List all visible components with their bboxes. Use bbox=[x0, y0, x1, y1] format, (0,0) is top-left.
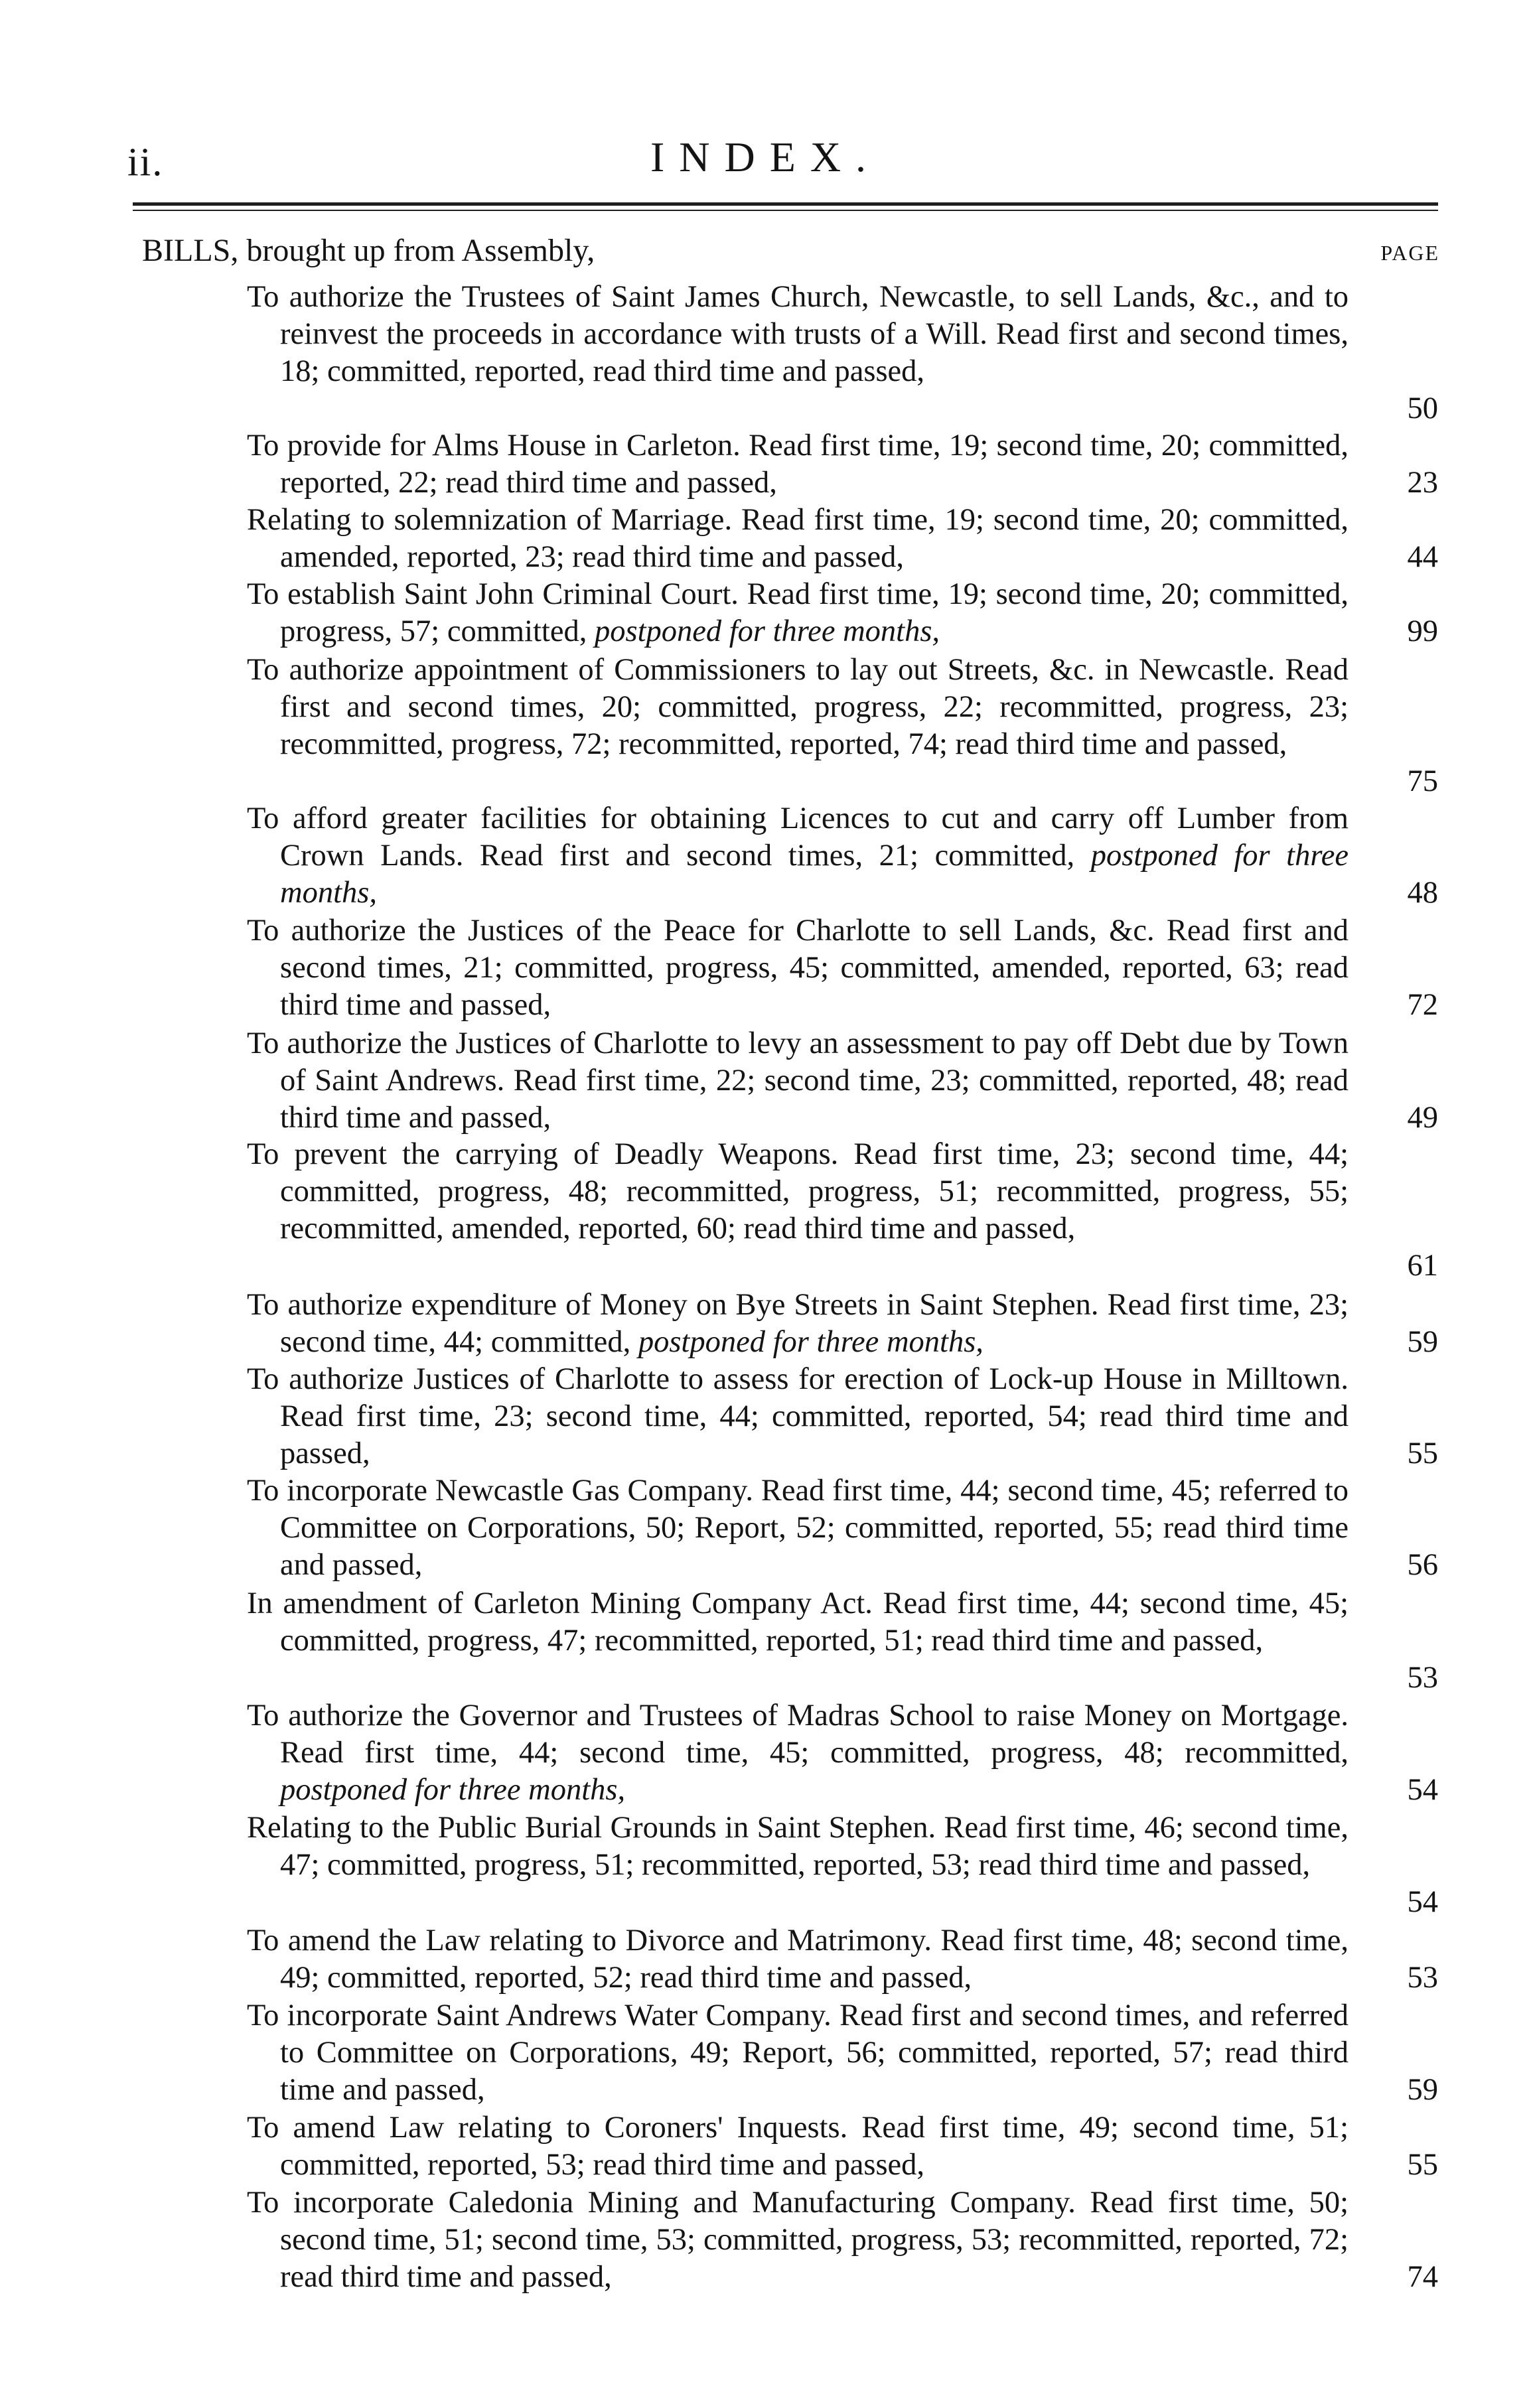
entry-page-number: 55 bbox=[1407, 2148, 1438, 2182]
entry-page-number: 75 bbox=[1407, 764, 1438, 798]
entry-text: To authorize the Justices of Charlotte to levy an assessment to pay off Debt due by Town of Saint Andrews. Read first time, 22; second time, 23; committed, reported, 48; read third time and passed, bbox=[247, 1027, 1349, 1135]
running-head-title: INDEX. bbox=[650, 133, 881, 180]
entry-page-number: 99 bbox=[1407, 614, 1438, 648]
entry-italic-note: postponed for three months, bbox=[594, 614, 940, 648]
entry-page-number: 59 bbox=[1407, 1325, 1438, 1359]
entry-text: To establish Saint John Criminal Court. Read first time, 19; second time, 20; committed, progress, 57; committed, bbox=[247, 577, 1349, 648]
entry-page-number: 61 bbox=[1407, 1249, 1438, 1283]
entry-text: To authorize appointment of Commissioners to lay out Streets, &c. in Newcastle. Read first and second times, 20; committed, progress, 22; recommitted, progress, 23; recommitted, progress, 72; recommitted, reported, 74; read third time and passed, bbox=[247, 653, 1349, 761]
index-entry bbox=[247, 502, 1349, 576]
index-entry bbox=[247, 1287, 1349, 1361]
entry-text: To prevent the carrying of Deadly Weapons. Read first time, 23; second time, 44; committed, progress, 48; recommitted, progress, 51; recommitted, progress, 55; recommitted, amended, reported, 60; read third time and passed, bbox=[247, 1137, 1349, 1245]
section-heading: BILLS, brought up from Assembly, bbox=[142, 233, 595, 268]
entry-text: To incorporate Newcastle Gas Company. Read first time, 44; second time, 45; referred to Committee on Corporations, 50; Report, 52; committed, reported, 55; read third time and passed, bbox=[247, 1474, 1349, 1582]
entry-italic-note: postponed for three months, bbox=[280, 839, 1349, 910]
entry-page-number: 56 bbox=[1407, 1548, 1438, 1582]
entry-page-number: 59 bbox=[1407, 2073, 1438, 2107]
entry-page-number: 50 bbox=[1407, 391, 1438, 425]
entry-text: To provide for Alms House in Carleton. Read first time, 19; second time, 20; committed, reported, 22; read third time and passed, bbox=[247, 429, 1349, 500]
index-entry bbox=[247, 279, 1349, 390]
index-entry bbox=[247, 1136, 1349, 1247]
entry-text: To amend the Law relating to Divorce and Matrimony. Read first time, 48; second time, 49; committed, reported, 52; read third time and passed, bbox=[247, 1924, 1349, 1995]
index-entry bbox=[247, 1809, 1349, 1884]
entry-page-number: 54 bbox=[1407, 1773, 1438, 1807]
entry-page-number: 44 bbox=[1407, 540, 1438, 574]
entry-text: To authorize Justices of Charlotte to assess for erection of Lock-up House in Milltown. Read first time, 23; second time, 44; committed, reported, 54; read third time and passed, bbox=[247, 1362, 1349, 1470]
page-column-label: PAGE bbox=[1380, 241, 1439, 265]
entry-text: To amend Law relating to Coroners' Inquests. Read first time, 49; second time, 51; committed, reported, 53; read third time and passed, bbox=[247, 2111, 1349, 2182]
entry-page-number: 53 bbox=[1407, 1961, 1438, 1995]
index-entry bbox=[247, 912, 1349, 1024]
entry-text: Relating to solemnization of Marriage. Read first time, 19; second time, 20; committed, amended, reported, 23; read third time and passed, bbox=[247, 503, 1349, 574]
index-entry bbox=[247, 2109, 1349, 2184]
entry-page-number: 55 bbox=[1407, 1437, 1438, 1470]
entry-italic-note: postponed for three months, bbox=[638, 1325, 984, 1359]
entry-text: To authorize the Justices of the Peace for Charlotte to sell Lands, &c. Read first and second times, 21; committed, progress, 45; committed, amended, reported, 63; read third time and passed, bbox=[247, 914, 1349, 1022]
index-entry bbox=[247, 1025, 1349, 1137]
page-number: ii. bbox=[127, 140, 164, 184]
entry-page-number: 53 bbox=[1407, 1661, 1438, 1695]
entry-text: To authorize the Trustees of Saint James Church, Newcastle, to sell Lands, &c., and to reinvest the proceeds in accordance with trusts of a Will. Read first and second times, 18; committed, reported, read third time and passed, bbox=[247, 280, 1349, 388]
index-entry bbox=[247, 1585, 1349, 1660]
entry-page-number: 54 bbox=[1407, 1885, 1438, 1919]
index-entry bbox=[247, 1997, 1349, 2109]
index-entry bbox=[247, 1697, 1349, 1809]
entry-page-number: 72 bbox=[1407, 988, 1438, 1022]
index-entry bbox=[247, 1361, 1349, 1472]
entry-page-number: 48 bbox=[1407, 876, 1438, 910]
entry-page-number: 74 bbox=[1407, 2260, 1438, 2294]
entry-text: To incorporate Saint Andrews Water Company. Read first and second times, and referred to Committee on Corporations, 49; Report, 56; committed, reported, 57; read third time and passed, bbox=[247, 1999, 1349, 2107]
entry-text: To authorize expenditure of Money on Bye Streets in Saint Stephen. Read first time, 23; second time, 44; committed, bbox=[247, 1288, 1349, 1359]
entry-text: To authorize the Governor and Trustees of Madras School to raise Money on Mortgage. Read first time, 44; second time, 45; committed, progress, 48; recommitted, bbox=[247, 1699, 1349, 1770]
entry-text: In amendment of Carleton Mining Company Act. Read first time, 44; second time, 45; committed, progress, 47; recommitted, reported, 51; read third time and passed, bbox=[247, 1587, 1349, 1658]
index-entry bbox=[247, 800, 1349, 912]
index-entry bbox=[247, 2184, 1349, 2296]
index-entry bbox=[247, 427, 1349, 502]
entry-italic-note: postponed for three months, bbox=[280, 1773, 626, 1807]
index-entry bbox=[247, 1472, 1349, 1584]
entry-text: To afford greater facilities for obtaining Licences to cut and carry off Lumber from Crown Lands. Read first and second times, 21; committed, bbox=[247, 802, 1349, 873]
index-entry bbox=[247, 652, 1349, 763]
index-entry bbox=[247, 576, 1349, 650]
entry-text: To incorporate Caledonia Mining and Manufacturing Company. Read first time, 50; second time, 51; second time, 53; committed, progress, 53; recommitted, reported, 72; read third time and passed, bbox=[247, 2186, 1349, 2294]
entry-page-number: 49 bbox=[1407, 1101, 1438, 1135]
index-entry bbox=[247, 1922, 1349, 1997]
entry-page-number: 23 bbox=[1407, 466, 1438, 500]
entry-text: Relating to the Public Burial Grounds in Saint Stephen. Read first time, 46; second time, 47; committed, progress, 51; recommitted, reported, 53; read third time and passed, bbox=[247, 1811, 1349, 1882]
